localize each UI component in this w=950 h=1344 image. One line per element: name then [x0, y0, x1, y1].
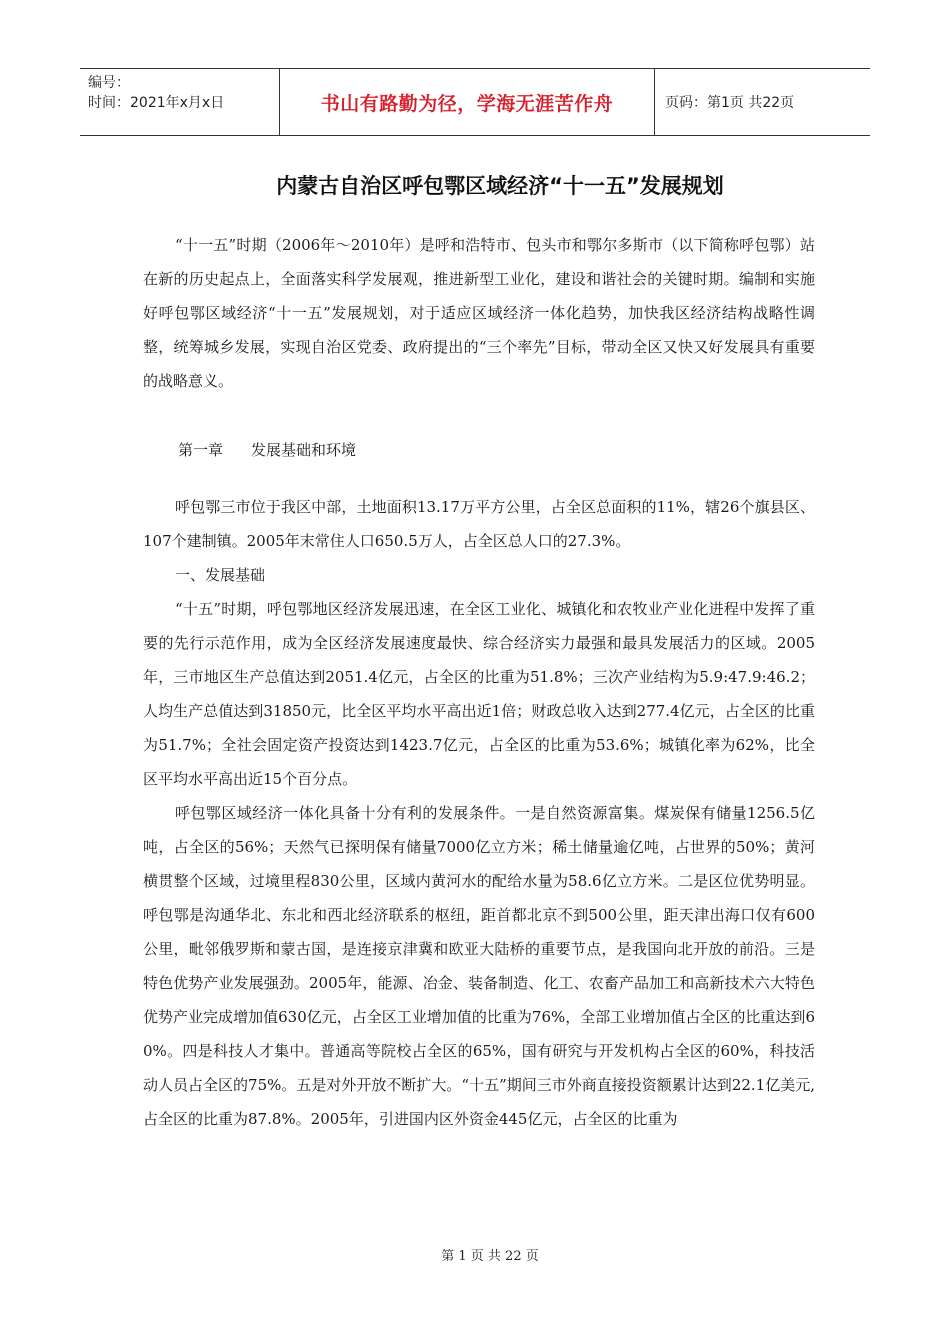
document-title: 内蒙古自治区呼包鄂区域经济“十一五”发展规划 [276, 174, 724, 198]
chapter-heading [178, 438, 356, 462]
intro-section [143, 228, 815, 398]
paragraph-integration-conditions: 呼包鄂区域经济一体化具备十分有利的发展条件。一是自然资源富集。煤炭保有储量1256.5亿吨，占全区的56%；天然气已探明保有储量7000亿立方米；稀土储量逾亿吨，占世界的50%；黄河横贯整个区域，过境里程830公里，区域内黄河水的配给水量为58.6亿立方米。二是区位优势明显。呼包鄂是沟通华北、东北和西北经济联系的枢纽，距首都北京不到500公里，距天津出海口仅有600公里，毗邻俄罗斯和蒙古国，是连接京津冀和欧亚大陆桥的重要节点，是我国向北开放的前沿。三是特色优势产业发展强劲。2005年，能源、冶金、装备制造、化工、农畜产品加工和高新技术六大特色优势产业完成增加值630亿元，占全区工业增加值的比重为76%，全部工业增加值占全区的比重达到60%。四是科技人才集中。普通高等院校占全区的65%，国有研究与开发机构占全区的60%，科技活动人员占全区的75%。五是对外开放不断扩大。“十五”期间三市外商直接投资额累计达到22.1亿美元,占全区的比重为87.8%。2005年，引进国内区外资金445亿元，占全区的比重为 [143, 804, 815, 1128]
section-heading-basis: 一、发展基础 [175, 566, 266, 584]
header-page-info: 页码：第1页 共22页 [665, 95, 795, 111]
chapter-number: 第一章 [178, 441, 224, 459]
page-footer: 第 1 页 共 22 页 [441, 1249, 539, 1264]
intro-paragraph: “十一五”时期（2006年～2010年）是呼和浩特市、包头市和鄂尔多斯市（以下简称呼包鄂）站在新的历史起点上，全面落实科学发展观，推进新型工业化，建设和谐社会的关键时期。编制和实施好呼包鄂区域经济“十一五”发展规划，对于适应区域经济一体化趋势，加快我区经济结构战略性调整，统筹城乡发展，实现自治区党委、政府提出的“三个率先”目标，带动全区又快又好发展具有重要的战略意义。 [143, 236, 815, 390]
page-header [80, 68, 870, 136]
header-number-label: 编号： [88, 75, 130, 91]
paragraph-region-overview: 呼包鄂三市位于我区中部，土地面积13.17万平方公里，占全区总面积的11%，辖26个旗县区、107个建制镇。2005年末常住人口650.5万人，占全区总人口的27.3%。 [143, 498, 815, 550]
chapter-body [143, 490, 815, 1136]
header-date-label: 时间：2021年x月x日 [88, 95, 225, 111]
header-meta [80, 69, 280, 135]
paragraph-tenth-five-year: “十五”时期，呼包鄂地区经济发展迅速，在全区工业化、城镇化和农牧业产业化进程中发挥了重要的先行示范作用，成为全区经济发展速度最快、综合经济实力最强和最具发展活力的区域。2005年，三市地区生产总值达到2051.4亿元，占全区的比重为51.8%；三次产业结构为5.9:47.9:46.2；人均生产总值达到31850元，比全区平均水平高出近1倍；财政总收入达到277.4亿元，占全区的比重为51.7%；全社会固定资产投资达到1423.7亿元，占全区的比重为53.6%；城镇化率为62%，比全区平均水平高出近15个百分点。 [143, 600, 815, 788]
chapter-name: 发展基础和环境 [251, 441, 357, 459]
header-motto: 书山有路勤为径，学海无涯苦作舟 [280, 69, 655, 135]
